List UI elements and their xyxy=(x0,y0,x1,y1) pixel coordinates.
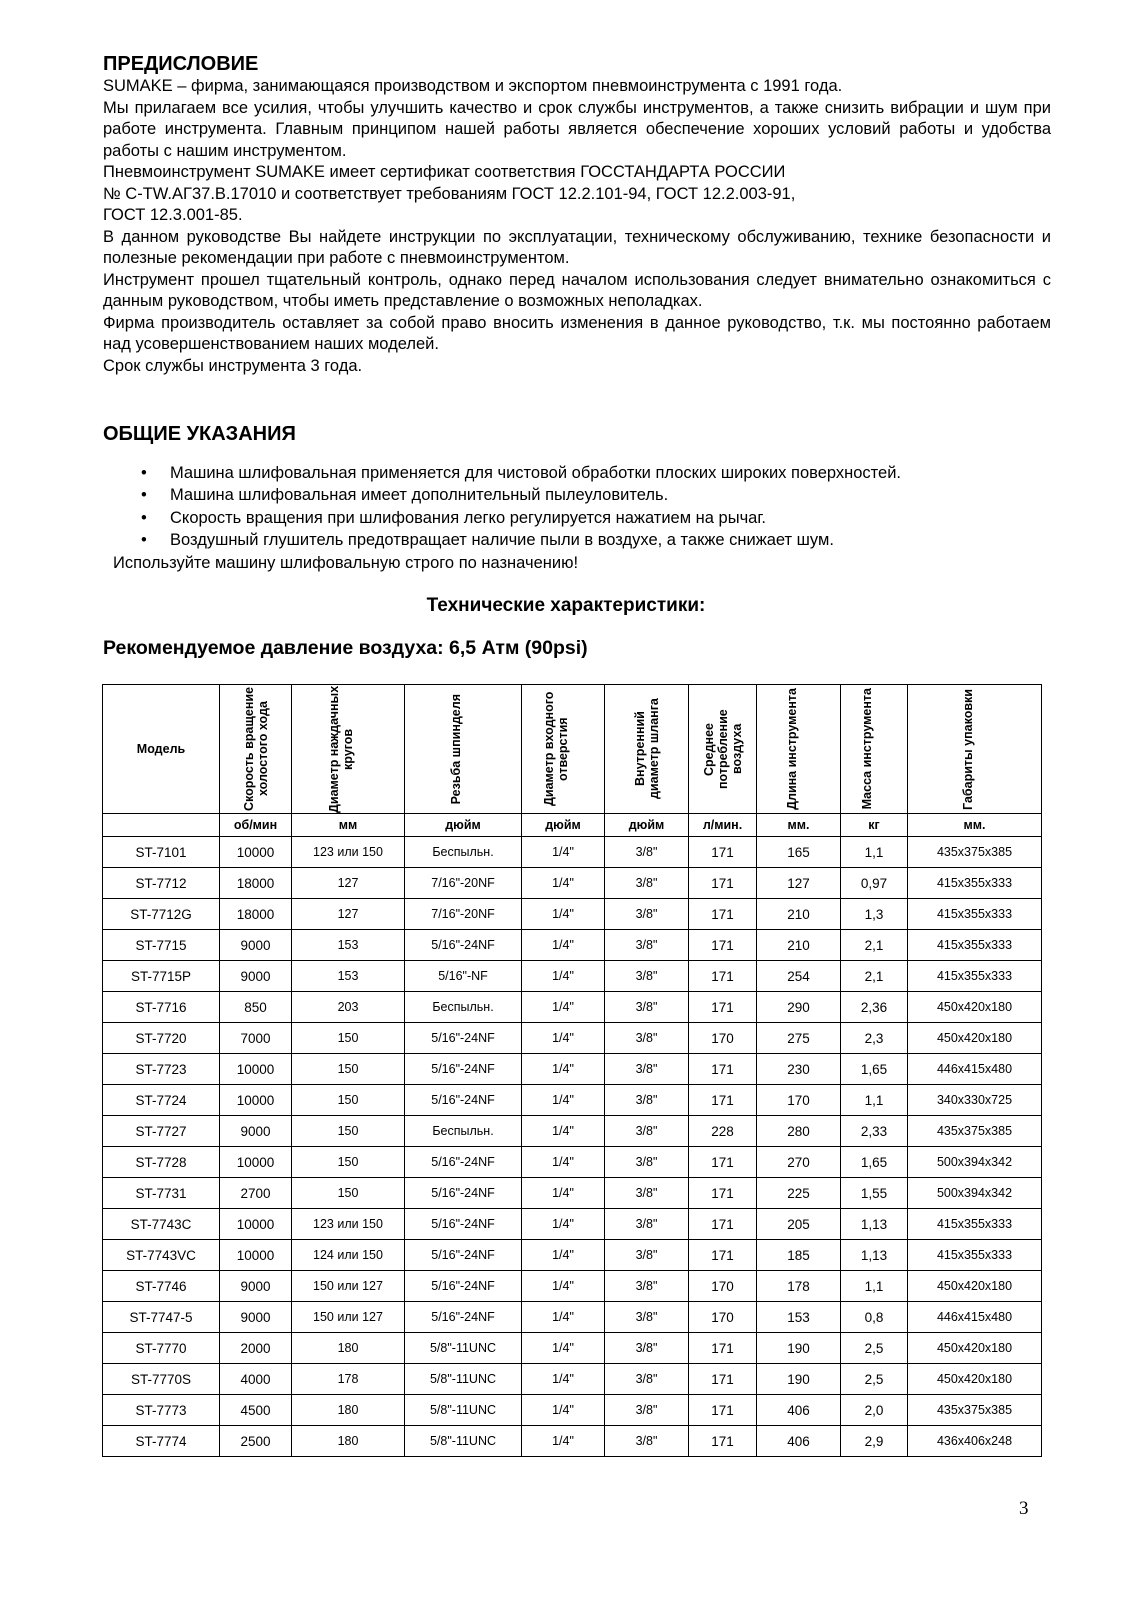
package-size-cell: 450x420x180 xyxy=(908,1364,1042,1395)
hose-diameter-cell: 3/8" xyxy=(605,992,689,1023)
table-row xyxy=(103,868,1042,899)
inlet-diameter-cell: 1/4" xyxy=(522,1333,605,1364)
speed-cell: 9000 xyxy=(220,930,292,961)
speed-cell: 2000 xyxy=(220,1333,292,1364)
air-consumption-cell: 228 xyxy=(689,1116,757,1147)
hose-diameter-cell: 3/8" xyxy=(605,1364,689,1395)
speed-cell: 18000 xyxy=(220,899,292,930)
spindle-thread-cell: 7/16"-20NF xyxy=(405,868,522,899)
list-item xyxy=(103,484,1063,506)
disc-diameter-cell: 127 xyxy=(292,868,405,899)
speed-cell: 850 xyxy=(220,992,292,1023)
column-header-package-size xyxy=(908,685,1042,814)
preface-paragraph: SUMAKE – фирма, занимающаяся производством и экспортом пневмоинструмента с 1991 года. xyxy=(103,77,843,95)
weight-cell: 2,33 xyxy=(841,1116,908,1147)
hose-diameter-cell: 3/8" xyxy=(605,868,689,899)
table-row xyxy=(103,1147,1042,1178)
hose-diameter-cell: 3/8" xyxy=(605,1085,689,1116)
column-header-model: Модель xyxy=(103,685,220,814)
length-cell: 406 xyxy=(757,1395,841,1426)
spindle-thread-cell: 5/16"-24NF xyxy=(405,1178,522,1209)
model-cell: ST-7101 xyxy=(103,837,220,868)
column-header-air-consumption xyxy=(689,685,757,814)
speed-cell: 9000 xyxy=(220,1116,292,1147)
package-size-cell: 415x355x333 xyxy=(908,1209,1042,1240)
specs-title: Технические характеристики: xyxy=(426,595,706,616)
inlet-diameter-cell: 1/4" xyxy=(522,899,605,930)
unit-cell: л/мин. xyxy=(689,814,757,837)
disc-diameter-cell: 124 или 150 xyxy=(292,1240,405,1271)
speed-cell: 10000 xyxy=(220,837,292,868)
model-cell: ST-7724 xyxy=(103,1085,220,1116)
inlet-diameter-cell: 1/4" xyxy=(522,1240,605,1271)
spindle-thread-cell: 5/16"-24NF xyxy=(405,1271,522,1302)
table-row xyxy=(103,1426,1042,1457)
weight-cell: 2,36 xyxy=(841,992,908,1023)
length-cell: 275 xyxy=(757,1023,841,1054)
column-header-label: Масса инструмента xyxy=(860,688,874,810)
speed-cell: 10000 xyxy=(220,1240,292,1271)
speed-cell: 9000 xyxy=(220,1302,292,1333)
table-row xyxy=(103,1085,1042,1116)
model-cell: ST-7746 xyxy=(103,1271,220,1302)
inlet-diameter-cell: 1/4" xyxy=(522,1023,605,1054)
air-consumption-cell: 171 xyxy=(689,1178,757,1209)
preface-paragraph: Срок службы инструмента 3 года. xyxy=(103,356,363,375)
length-cell: 185 xyxy=(757,1240,841,1271)
air-consumption-cell: 171 xyxy=(689,1395,757,1426)
package-size-cell: 415x355x333 xyxy=(908,1240,1042,1271)
disc-diameter-cell: 150 или 127 xyxy=(292,1271,405,1302)
spindle-thread-cell: 5/16"-24NF xyxy=(405,1209,522,1240)
weight-cell: 1,1 xyxy=(841,1271,908,1302)
model-cell: ST-7770 xyxy=(103,1333,220,1364)
package-size-cell: 446x415x480 xyxy=(908,1054,1042,1085)
package-size-cell: 415x355x333 xyxy=(908,930,1042,961)
air-consumption-cell: 171 xyxy=(689,992,757,1023)
model-cell: ST-7743VC xyxy=(103,1240,220,1271)
unit-cell xyxy=(103,814,220,837)
spindle-thread-cell: 5/16"-24NF xyxy=(405,1023,522,1054)
inlet-diameter-cell: 1/4" xyxy=(522,1085,605,1116)
speed-cell: 4500 xyxy=(220,1395,292,1426)
table-row xyxy=(103,1333,1042,1364)
inlet-diameter-cell: 1/4" xyxy=(522,1209,605,1240)
table-row xyxy=(103,1209,1042,1240)
hose-diameter-cell: 3/8" xyxy=(605,1271,689,1302)
model-cell: ST-7728 xyxy=(103,1147,220,1178)
hose-diameter-cell: 3/8" xyxy=(605,1023,689,1054)
inlet-diameter-cell: 1/4" xyxy=(522,1116,605,1147)
column-header-hose-diameter xyxy=(605,685,689,814)
weight-cell: 0,97 xyxy=(841,868,908,899)
spindle-thread-cell: 5/16"-24NF xyxy=(405,1302,522,1333)
speed-cell: 9000 xyxy=(220,961,292,992)
preface-paragraph: Фирма производитель оставляет за собой право вносить изменения в данное руководство, т.к. мы постоянно работаем над усовершенствованием наших моделей. xyxy=(103,313,1051,353)
inlet-diameter-cell: 1/4" xyxy=(522,868,605,899)
table-row xyxy=(103,837,1042,868)
hose-diameter-cell: 3/8" xyxy=(605,837,689,868)
model-cell: ST-7720 xyxy=(103,1023,220,1054)
length-cell: 210 xyxy=(757,899,841,930)
speed-cell: 2700 xyxy=(220,1178,292,1209)
spindle-thread-cell: 5/8"-11UNC xyxy=(405,1395,522,1426)
package-size-cell: 500x394x342 xyxy=(908,1147,1042,1178)
preface-paragraph: В данном руководстве Вы найдете инструкции по эксплуатации, техническому обслуживанию, технике безопасности и полезные рекомендации при работе с пневмоинструментом. xyxy=(103,227,1051,267)
hose-diameter-cell: 3/8" xyxy=(605,1302,689,1333)
hose-diameter-cell: 3/8" xyxy=(605,1209,689,1240)
air-consumption-cell: 171 xyxy=(689,899,757,930)
specs-table-body xyxy=(103,837,1042,1457)
air-consumption-cell: 171 xyxy=(689,1209,757,1240)
length-cell: 170 xyxy=(757,1085,841,1116)
general-bullet-list xyxy=(103,462,1063,551)
weight-cell: 2,3 xyxy=(841,1023,908,1054)
recommended-pressure: Рекомендуемое давление воздуха: 6,5 Атм (90psi) xyxy=(103,637,588,659)
length-cell: 165 xyxy=(757,837,841,868)
model-cell: ST-7712G xyxy=(103,899,220,930)
inlet-diameter-cell: 1/4" xyxy=(522,1054,605,1085)
column-header-speed xyxy=(220,685,292,814)
table-row xyxy=(103,1395,1042,1426)
specs-table xyxy=(102,684,1042,1457)
spindle-thread-cell: 5/16"-24NF xyxy=(405,930,522,961)
length-cell: 406 xyxy=(757,1426,841,1457)
column-header-label: Резьба шпинделя xyxy=(449,693,463,805)
spindle-thread-cell: 5/8"-11UNC xyxy=(405,1364,522,1395)
air-consumption-cell: 170 xyxy=(689,1023,757,1054)
spindle-thread-cell: 5/16"-24NF xyxy=(405,1147,522,1178)
air-consumption-cell: 171 xyxy=(689,1333,757,1364)
table-row xyxy=(103,899,1042,930)
air-consumption-cell: 171 xyxy=(689,930,757,961)
length-cell: 230 xyxy=(757,1054,841,1085)
column-header-label: Среднее потребление воздуха xyxy=(701,709,744,789)
length-cell: 178 xyxy=(757,1271,841,1302)
column-header-tool-weight xyxy=(841,685,908,814)
usage-note: Используйте машину шлифовальную строго по назначению! xyxy=(113,554,579,572)
bullet-text: Воздушный глушитель предотвращает наличие пыли в воздухе, а также снижает шум. xyxy=(170,530,834,549)
column-header-inlet-diameter xyxy=(522,685,605,814)
unit-cell: дюйм xyxy=(405,814,522,837)
spindle-thread-cell: 5/16"-24NF xyxy=(405,1085,522,1116)
spindle-thread-cell: 5/16"-NF xyxy=(405,961,522,992)
model-cell: ST-7727 xyxy=(103,1116,220,1147)
bullet-icon: • xyxy=(141,486,147,505)
hose-diameter-cell: 3/8" xyxy=(605,1054,689,1085)
hose-diameter-cell: 3/8" xyxy=(605,1147,689,1178)
unit-cell: дюйм xyxy=(605,814,689,837)
length-cell: 190 xyxy=(757,1364,841,1395)
package-size-cell: 436x406x248 xyxy=(908,1426,1042,1457)
model-cell: ST-7773 xyxy=(103,1395,220,1426)
model-cell: ST-7747-5 xyxy=(103,1302,220,1333)
table-row xyxy=(103,992,1042,1023)
general-title: ОБЩИЕ УКАЗАНИЯ xyxy=(103,423,296,445)
column-header-label: Габариты упаковки xyxy=(960,688,975,810)
disc-diameter-cell: 153 xyxy=(292,961,405,992)
model-cell: ST-7716 xyxy=(103,992,220,1023)
disc-diameter-cell: 150 xyxy=(292,1147,405,1178)
air-consumption-cell: 171 xyxy=(689,961,757,992)
list-item xyxy=(103,507,1063,529)
preface-paragraph: Пневмоинструмент SUMAKE имеет сертификат соответствия ГОССТАНДАРТА РОССИИ xyxy=(103,163,786,181)
model-cell: ST-7715P xyxy=(103,961,220,992)
table-row xyxy=(103,1054,1042,1085)
table-row xyxy=(103,930,1042,961)
disc-diameter-cell: 150 xyxy=(292,1054,405,1085)
spindle-thread-cell: Беспыльн. xyxy=(405,837,522,868)
weight-cell: 1,55 xyxy=(841,1178,908,1209)
speed-cell: 7000 xyxy=(220,1023,292,1054)
speed-cell: 9000 xyxy=(220,1271,292,1302)
hose-diameter-cell: 3/8" xyxy=(605,1116,689,1147)
inlet-diameter-cell: 1/4" xyxy=(522,961,605,992)
list-item xyxy=(103,529,1063,551)
disc-diameter-cell: 150 xyxy=(292,1178,405,1209)
inlet-diameter-cell: 1/4" xyxy=(522,992,605,1023)
hose-diameter-cell: 3/8" xyxy=(605,1395,689,1426)
inlet-diameter-cell: 1/4" xyxy=(522,930,605,961)
preface-paragraph: Мы прилагаем все усилия, чтобы улучшить качество и срок службы инструментов, а также снизить вибрации и шум при работе инструмента. Главным принципом нашей работы является обеспечение хороших условий работы и удобства работы с нашим инструментом. xyxy=(103,98,1051,160)
length-cell: 290 xyxy=(757,992,841,1023)
disc-diameter-cell: 123 или 150 xyxy=(292,837,405,868)
package-size-cell: 450x420x180 xyxy=(908,1023,1042,1054)
length-cell: 254 xyxy=(757,961,841,992)
inlet-diameter-cell: 1/4" xyxy=(522,837,605,868)
disc-diameter-cell: 150 xyxy=(292,1085,405,1116)
package-size-cell: 435x375x385 xyxy=(908,1395,1042,1426)
air-consumption-cell: 171 xyxy=(689,868,757,899)
units-row xyxy=(103,814,1042,837)
inlet-diameter-cell: 1/4" xyxy=(522,1426,605,1457)
column-header-label: Скорость вращение холостого хода xyxy=(241,686,270,812)
bullet-text: Скорость вращения при шлифования легко регулируется нажатием на рычаг. xyxy=(170,508,766,527)
length-cell: 225 xyxy=(757,1178,841,1209)
weight-cell: 2,9 xyxy=(841,1426,908,1457)
weight-cell: 1,13 xyxy=(841,1209,908,1240)
air-consumption-cell: 171 xyxy=(689,1147,757,1178)
table-row xyxy=(103,1178,1042,1209)
air-consumption-cell: 171 xyxy=(689,1085,757,1116)
column-header-label: Диаметр наждачных кругов xyxy=(327,685,355,813)
model-cell: ST-7774 xyxy=(103,1426,220,1457)
air-consumption-cell: 171 xyxy=(689,1240,757,1271)
air-consumption-cell: 171 xyxy=(689,837,757,868)
disc-diameter-cell: 123 или 150 xyxy=(292,1209,405,1240)
length-cell: 280 xyxy=(757,1116,841,1147)
spindle-thread-cell: Беспыльн. xyxy=(405,992,522,1023)
model-cell: ST-7743C xyxy=(103,1209,220,1240)
weight-cell: 1,65 xyxy=(841,1054,908,1085)
model-cell: ST-7731 xyxy=(103,1178,220,1209)
bullet-text: Машина шлифовальная применяется для чистовой обработки плоских широких поверхностей. xyxy=(170,464,902,482)
table-row xyxy=(103,1116,1042,1147)
list-item xyxy=(103,462,1063,484)
unit-cell: дюйм xyxy=(522,814,605,837)
air-consumption-cell: 171 xyxy=(689,1426,757,1457)
column-header-disc-diameter xyxy=(292,685,405,814)
spindle-thread-cell: 5/8"-11UNC xyxy=(405,1333,522,1364)
inlet-diameter-cell: 1/4" xyxy=(522,1395,605,1426)
speed-cell: 2500 xyxy=(220,1426,292,1457)
length-cell: 127 xyxy=(757,868,841,899)
inlet-diameter-cell: 1/4" xyxy=(522,1271,605,1302)
inlet-diameter-cell: 1/4" xyxy=(522,1147,605,1178)
table-row xyxy=(103,1271,1042,1302)
inlet-diameter-cell: 1/4" xyxy=(522,1364,605,1395)
weight-cell: 2,1 xyxy=(841,930,908,961)
disc-diameter-cell: 180 xyxy=(292,1426,405,1457)
column-header-spindle-thread xyxy=(405,685,522,814)
disc-diameter-cell: 150 или 127 xyxy=(292,1302,405,1333)
disc-diameter-cell: 180 xyxy=(292,1395,405,1426)
preface-text xyxy=(103,76,1051,377)
bullet-icon: • xyxy=(141,464,147,482)
hose-diameter-cell: 3/8" xyxy=(605,930,689,961)
table-row xyxy=(103,1240,1042,1271)
disc-diameter-cell: 153 xyxy=(292,930,405,961)
hose-diameter-cell: 3/8" xyxy=(605,1426,689,1457)
header-row xyxy=(103,685,1042,814)
weight-cell: 1,1 xyxy=(841,837,908,868)
spindle-thread-cell: 5/8"-11UNC xyxy=(405,1426,522,1457)
model-cell: ST-7770S xyxy=(103,1364,220,1395)
spindle-thread-cell: 5/16"-24NF xyxy=(405,1240,522,1271)
hose-diameter-cell: 3/8" xyxy=(605,1333,689,1364)
weight-cell: 1,13 xyxy=(841,1240,908,1271)
column-header-label: Диаметр входного отверстия xyxy=(542,691,570,807)
air-consumption-cell: 171 xyxy=(689,1054,757,1085)
unit-cell: кг xyxy=(841,814,908,837)
air-consumption-cell: 170 xyxy=(689,1302,757,1333)
model-cell: ST-7723 xyxy=(103,1054,220,1085)
disc-diameter-cell: 180 xyxy=(292,1333,405,1364)
speed-cell: 10000 xyxy=(220,1147,292,1178)
weight-cell: 2,5 xyxy=(841,1364,908,1395)
table-row xyxy=(103,961,1042,992)
length-cell: 210 xyxy=(757,930,841,961)
preface-paragraph: № С-TW.АГ37.В.17010 и соответствует требованиям ГОСТ 12.2.101-94, ГОСТ 12.2.003-91, xyxy=(103,184,796,203)
disc-diameter-cell: 203 xyxy=(292,992,405,1023)
bullet-text: Машина шлифовальная имеет дополнительный пылеуловитель. xyxy=(170,486,669,505)
column-header-label: Внутренний диаметр шланга xyxy=(632,698,661,800)
disc-diameter-cell: 150 xyxy=(292,1023,405,1054)
column-header-tool-length xyxy=(757,685,841,814)
unit-cell: мм. xyxy=(757,814,841,837)
preface-paragraph: Инструмент прошел тщательный контроль, однако перед началом использования следует внимательно ознакомиться с данным руководством, чтобы иметь представление о возможных неполадках. xyxy=(103,270,1051,310)
weight-cell: 2,1 xyxy=(841,961,908,992)
unit-cell: мм. xyxy=(908,814,1042,837)
unit-cell: мм xyxy=(292,814,405,837)
table-row xyxy=(103,1302,1042,1333)
bullet-icon: • xyxy=(141,530,147,549)
hose-diameter-cell: 3/8" xyxy=(605,961,689,992)
disc-diameter-cell: 150 xyxy=(292,1116,405,1147)
inlet-diameter-cell: 1/4" xyxy=(522,1178,605,1209)
hose-diameter-cell: 3/8" xyxy=(605,1240,689,1271)
weight-cell: 1,3 xyxy=(841,899,908,930)
page-number: 3 xyxy=(1019,1498,1029,1519)
weight-cell: 2,0 xyxy=(841,1395,908,1426)
package-size-cell: 415x355x333 xyxy=(908,868,1042,899)
spindle-thread-cell: Беспыльн. xyxy=(405,1116,522,1147)
weight-cell: 0,8 xyxy=(841,1302,908,1333)
length-cell: 190 xyxy=(757,1333,841,1364)
model-cell: ST-7712 xyxy=(103,868,220,899)
weight-cell: 1,65 xyxy=(841,1147,908,1178)
package-size-cell: 415x355x333 xyxy=(908,961,1042,992)
disc-diameter-cell: 127 xyxy=(292,899,405,930)
package-size-cell: 500x394x342 xyxy=(908,1178,1042,1209)
air-consumption-cell: 171 xyxy=(689,1364,757,1395)
disc-diameter-cell: 178 xyxy=(292,1364,405,1395)
hose-diameter-cell: 3/8" xyxy=(605,1178,689,1209)
table-row xyxy=(103,1023,1042,1054)
table-row xyxy=(103,1364,1042,1395)
package-size-cell: 340x330x725 xyxy=(908,1085,1042,1116)
package-size-cell: 435x375x385 xyxy=(908,1116,1042,1147)
speed-cell: 10000 xyxy=(220,1054,292,1085)
column-header-label: Длина инструмента xyxy=(784,688,799,810)
length-cell: 153 xyxy=(757,1302,841,1333)
package-size-cell: 450x420x180 xyxy=(908,1271,1042,1302)
length-cell: 270 xyxy=(757,1147,841,1178)
spindle-thread-cell: 7/16"-20NF xyxy=(405,899,522,930)
speed-cell: 4000 xyxy=(220,1364,292,1395)
package-size-cell: 446x415x480 xyxy=(908,1302,1042,1333)
speed-cell: 10000 xyxy=(220,1085,292,1116)
package-size-cell: 435x375x385 xyxy=(908,837,1042,868)
model-cell: ST-7715 xyxy=(103,930,220,961)
weight-cell: 2,5 xyxy=(841,1333,908,1364)
weight-cell: 1,1 xyxy=(841,1085,908,1116)
spindle-thread-cell: 5/16"-24NF xyxy=(405,1054,522,1085)
length-cell: 205 xyxy=(757,1209,841,1240)
inlet-diameter-cell: 1/4" xyxy=(522,1302,605,1333)
preface-paragraph: ГОСТ 12.3.001-85. xyxy=(103,206,243,224)
preface-title: ПРЕДИСЛОВИЕ xyxy=(103,53,259,75)
air-consumption-cell: 170 xyxy=(689,1271,757,1302)
package-size-cell: 415x355x333 xyxy=(908,899,1042,930)
hose-diameter-cell: 3/8" xyxy=(605,899,689,930)
bullet-icon: • xyxy=(141,508,147,527)
speed-cell: 18000 xyxy=(220,868,292,899)
package-size-cell: 450x420x180 xyxy=(908,1333,1042,1364)
speed-cell: 10000 xyxy=(220,1209,292,1240)
package-size-cell: 450x420x180 xyxy=(908,992,1042,1023)
unit-cell: об/мин xyxy=(220,814,292,837)
